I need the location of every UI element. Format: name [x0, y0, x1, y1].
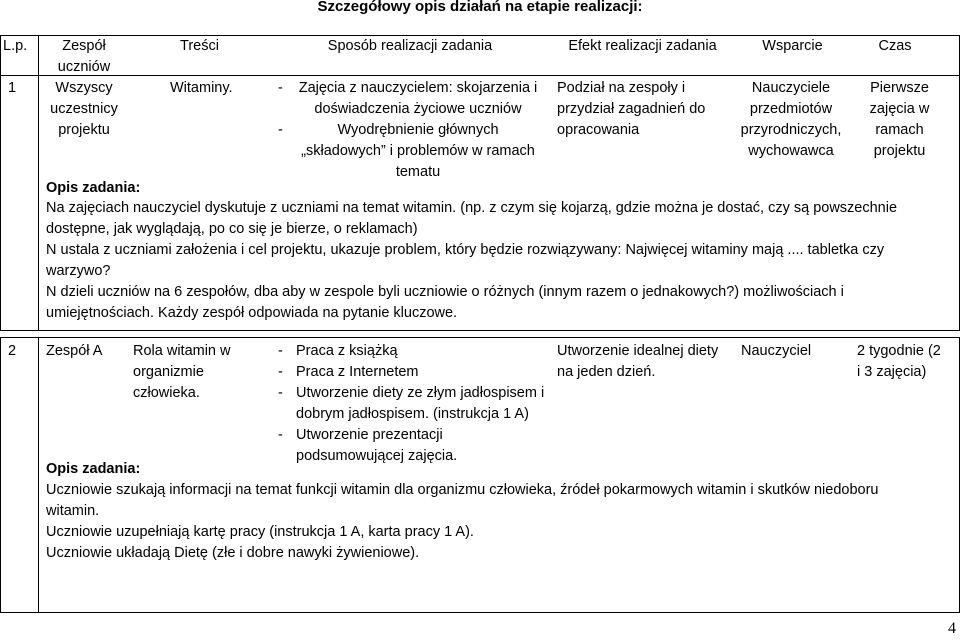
description-line: Uczniowie szukają informacji na temat funkcji witamin dla organizmu człowieka, źródeł pokarmowych witamin i skutków niedoboru [46, 482, 879, 498]
description-line: warzywo? [46, 263, 111, 279]
left-border [0, 337, 1, 612]
description-line: N ustala z uczniami założenia i cel projektu, ukazuje problem, który będzie rozwiązywany: Najwięcej witaminy mają .... tabletka czy [46, 242, 885, 258]
description-line: Uczniowie uzupełniają kartę pracy (instrukcja 1 A, karta pracy 1 A). [46, 524, 474, 540]
lp-column-border [38, 35, 39, 330]
row1-lp: 1 [8, 80, 17, 96]
header-content: Treści [180, 38, 219, 54]
list-item: - Zajęcia z nauczycielem: skojarzenia i doświadczenia życiowe uczniów [278, 80, 538, 117]
row2-lp: 2 [8, 343, 17, 359]
row1-content: Witaminy. [170, 80, 233, 96]
description-line: N dzieli uczniów na 6 zespołów, dba aby w zespole byli uczniowie o różnych (innym razem o jednakowych?) możliwościach i [46, 284, 844, 300]
row1-time: Pierwsze zajęcia w ramach projektu [869, 80, 930, 159]
list-item: - Utworzenie prezentacji podsumowującej zajęcia. [278, 427, 458, 464]
description-line: Na zajęciach nauczyciel dyskutuje z uczniami na temat witamin. (np. z czym się kojarzą, gdzie można je dostać, czy są powszechnie [46, 200, 898, 216]
header-time: Czas [878, 38, 912, 54]
row1-method-list [278, 78, 540, 183]
header-team: Zespół uczniów [57, 38, 111, 75]
row1-support: Nauczyciele przedmiotów przyrodniczych, wychowawca [740, 80, 842, 159]
row2-description [46, 480, 956, 564]
description-line: umiejętnościach. Każdy zespół odpowiada na pytanie kluczowe. [46, 305, 458, 321]
row1-desc-label: Opis zadania: [46, 180, 141, 196]
row2-team: Zespół A [46, 343, 103, 359]
row1-description [46, 198, 956, 324]
description-line: witamin. [46, 503, 100, 519]
list-item: - Praca z Internetem [278, 364, 419, 380]
row2-effect: Utworzenie idealnej diety na jeden dzień. [557, 343, 719, 380]
page-title: Szczegółowy opis działań na etapie realizacji: [317, 0, 643, 15]
page-number: 4 [948, 620, 956, 637]
list-item: - Praca z książką [278, 343, 398, 359]
row2-content: Rola witamin w organizmie człowieka. [133, 343, 231, 401]
row2-desc-label: Opis zadania: [46, 461, 141, 477]
header-bottom-border [0, 75, 960, 76]
list-item: - Utworzenie diety ze złym jadłospisem i dobrym jadłospisem. (instrukcja 1 A) [278, 385, 545, 422]
row2-top-border [0, 337, 960, 338]
header-effect: Efekt realizacji zadania [568, 38, 717, 54]
table-bottom-border [0, 612, 960, 613]
row2-support: Nauczyciel [741, 343, 812, 359]
row1-bottom-border [0, 330, 960, 331]
row1-effect: Podział na zespoły i przydział zagadnień do opracowania [557, 80, 706, 138]
description-line: Uczniowie układają Dietę (złe i dobre nawyki żywieniowe). [46, 545, 420, 561]
lp-column-border [38, 337, 39, 612]
row2-time: 2 tygodnie (2 i 3 zajęcia) [857, 343, 941, 380]
header-lp: L.p. [3, 38, 28, 54]
row2-method-list [278, 341, 548, 467]
list-item: - Wyodrębnienie głównych „składowych” i problemów w ramach tematu [278, 122, 535, 180]
header-support: Wsparcie [762, 38, 823, 54]
row1-team: Wszyscy uczestnicy projektu [50, 80, 118, 138]
description-line: dostępne, jak wyglądają, po co się je bierze, o reklamach) [46, 221, 418, 237]
left-border [0, 35, 1, 330]
header-method: Sposób realizacji zadania [327, 38, 493, 54]
